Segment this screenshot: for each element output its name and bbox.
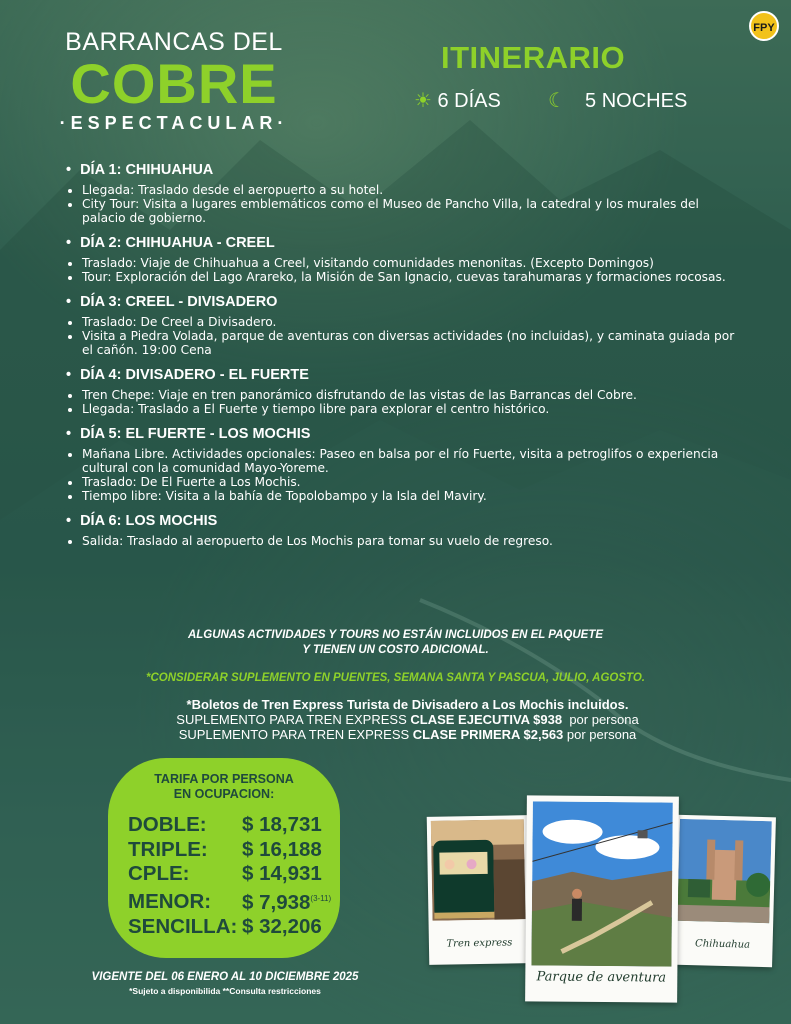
activities-note: ALGUNAS ACTIVIDADES Y TOURS NO ESTÁN INCLUIDOS EN EL PAQUETE Y TIENEN UN COSTO ADICIONAL. <box>187 629 604 656</box>
day-title: • DÍA 1: CHIHUAHUA <box>66 162 746 178</box>
day-item: • Traslado: De Creel a Divisadero. <box>82 315 746 329</box>
photo-chihuahua <box>672 815 776 968</box>
day-item: • City Tour: Visita a lugares emblemáticos como el Museo de Pancho Villa, la catedral y los murales del palacio de gobierno. <box>82 197 746 225</box>
day-item: • Salida: Traslado al aeropuerto de Los Mochis para tomar su vuelo de regreso. <box>82 534 746 548</box>
rate-label: SENCILLA: <box>128 914 238 938</box>
day-1 <box>66 162 746 225</box>
day-title: • DÍA 6: LOS MOCHIS <box>66 513 746 529</box>
day-item: • Traslado: Viaje de Chihuahua a Creel, visitando comunidades menonitas. (Excepto Domingos) <box>82 256 746 270</box>
train-info <box>0 697 791 742</box>
train-ejecutiva-class: CLASE EJECUTIVA $938 <box>410 712 563 727</box>
day-item: • Llegada: Traslado a El Fuerte y tiempo libre para explorar el centro histórico. <box>82 402 746 416</box>
rate-label: CPLE: <box>128 862 190 885</box>
day-title: • DÍA 4: DIVISADERO - EL FUERTE <box>66 367 746 383</box>
day-title: • DÍA 3: CREEL - DIVISADERO <box>66 294 746 310</box>
day-4 <box>66 367 746 416</box>
validity-disclaimer: *Sujeto a disponibilida **Consulta restricciones <box>129 986 321 996</box>
day-item: • Tren Chepe: Viaje en tren panorámico disfrutando de las vistas de las Barrancas del Cobre. <box>82 388 746 402</box>
sun-icon: ☀ <box>414 90 432 112</box>
moon-icon: ☾ <box>547 90 566 112</box>
validity-dates: VIGENTE DEL 06 ENERO AL 10 DICIEMBRE 2025 <box>91 971 359 983</box>
train-ejecutiva-prefix: SUPLEMENTO PARA TREN EXPRESS <box>176 712 411 727</box>
logo-line-3: ·ESPECTACULAR· <box>59 113 289 133</box>
rate-price: $ 7,938 <box>242 890 311 914</box>
train-primera-prefix: SUPLEMENTO PARA TREN EXPRESS <box>178 727 413 742</box>
rate-row <box>128 887 331 915</box>
rate-row <box>128 813 331 838</box>
day-3 <box>66 294 746 357</box>
cathedral-photo <box>677 819 772 923</box>
rate-label: MENOR: <box>128 890 212 914</box>
rate-row <box>128 915 331 940</box>
photo-caption: Chihuahua <box>694 938 751 951</box>
rate-price: $ 18,731 <box>242 813 322 836</box>
day-6 <box>66 513 746 548</box>
day-5 <box>66 426 746 503</box>
logo-line-2: COBRE <box>70 52 278 115</box>
itinerary-title: ITINERARIO <box>441 40 626 75</box>
itinerary-days <box>66 162 746 558</box>
supplement-note: *CONSIDERAR SUPLEMENTO EN PUENTES, SEMANA SANTA Y PASCUA, JULIO, AGOSTO. <box>145 672 646 684</box>
day-item: • Llegada: Traslado desde el aeropuerto a su hotel. <box>82 183 746 197</box>
rate-price: $ 16,188 <box>242 837 322 861</box>
photo-caption: Tren express <box>446 937 513 950</box>
train-ejecutiva-suffix: por persona <box>562 712 639 727</box>
rate-box <box>108 758 340 958</box>
photo-tren-express <box>427 815 531 965</box>
adventure-photo <box>531 801 672 966</box>
notes <box>0 628 791 684</box>
train-primera <box>0 727 791 742</box>
photo-caption: Parque de aventura <box>536 969 667 986</box>
days-label: 6 DÍAS <box>437 90 501 112</box>
rate-rows <box>128 813 331 939</box>
day-item: • Tiempo libre: Visita a la bahía de Topolobampo y la Isla del Maviry. <box>82 489 746 503</box>
rate-row <box>128 862 331 887</box>
rate-note: (3-11) <box>310 893 332 903</box>
rate-header: TARIFA POR PERSONA EN OCUPACION: <box>154 772 294 801</box>
rate-price: $ 32,206 <box>242 914 322 938</box>
brand-logo <box>58 28 290 134</box>
day-2 <box>66 235 746 284</box>
rate-label: DOBLE: <box>128 813 207 836</box>
photo-parque-aventura <box>525 795 679 1002</box>
duration-row <box>414 88 687 113</box>
day-item: • Tour: Exploración del Lago Arareko, la Misión de San Ignacio, cuevas tarahumaras y formaciones rocosas. <box>82 270 746 284</box>
train-ejecutiva <box>0 712 791 727</box>
rate-label: TRIPLE: <box>128 837 208 861</box>
day-item: • Traslado: De El Fuerte a Los Mochis. <box>82 475 746 489</box>
nights-label: 5 NOCHES <box>585 90 688 112</box>
day-item: • Mañana Libre. Actividades opcionales: Paseo en balsa por el río Fuerte, visita a petroglifos o experiencia cultural con la comunidad Mayo-Yoreme. <box>82 447 746 475</box>
train-primera-suffix: por persona <box>563 727 637 742</box>
validity <box>50 971 400 996</box>
rate-price: $ 14,931 <box>242 862 322 885</box>
train-photo <box>431 819 526 921</box>
day-title: • DÍA 5: EL FUERTE - LOS MOCHIS <box>66 426 746 442</box>
day-item: • Visita a Piedra Volada, parque de aventuras con diversas actividades (no incluidas), y caminata guiada por el cañón. 19:00 Cena <box>82 329 746 357</box>
train-included: *Boletos de Tren Express Turista de Divisadero a Los Mochis incluidos. <box>186 697 629 712</box>
rate-row <box>128 838 331 863</box>
logo-line-1: BARRANCAS DEL <box>65 28 283 56</box>
day-title: • DÍA 2: CHIHUAHUA - CREEL <box>66 235 746 251</box>
train-primera-class: CLASE PRIMERA $2,563 <box>412 727 564 742</box>
brand-badge: FPY <box>749 11 779 41</box>
